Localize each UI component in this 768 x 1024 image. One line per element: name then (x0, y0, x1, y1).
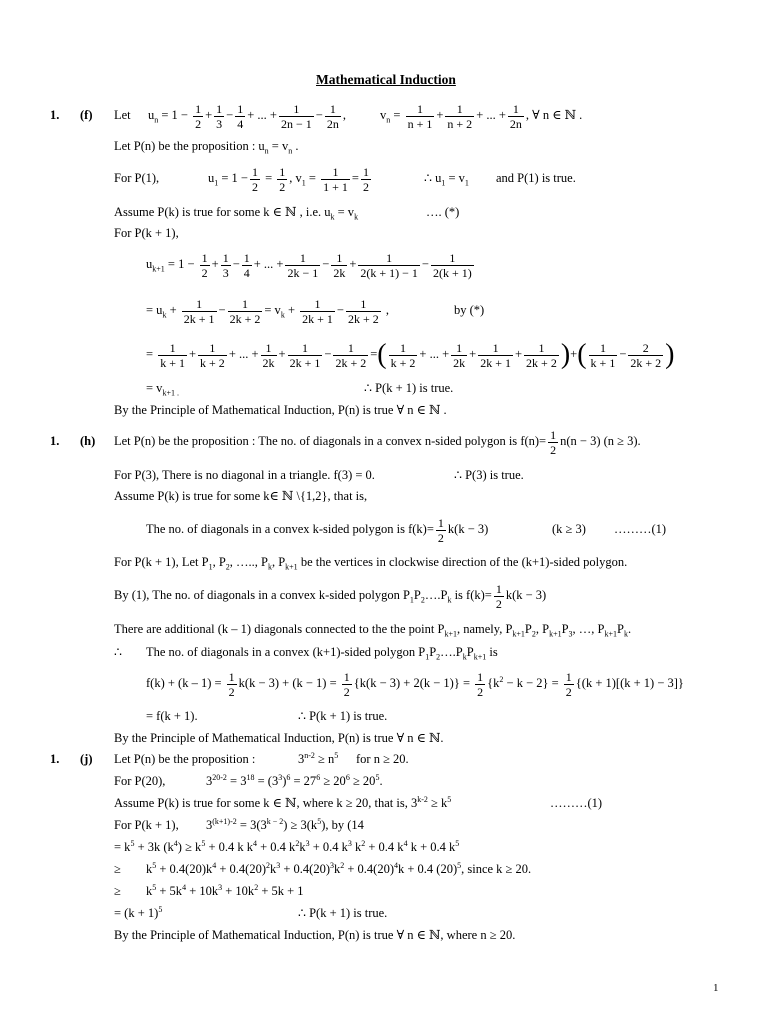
pf-line3: For P(1), $u_1 = 1$ − $\frac{1}{2}$ = $\frac{1}{2}$ , $v_1$ = $\frac{1}{1 + 1}$ = $\frac{1}{2}$ ∴ $u_1 = v_1$ and P(1) is true. (114, 164, 576, 194)
pj-line4: For P(k + 1), $3^{(k+1)-2} = 3(3^{k - 2}) \ge 3(k^5)$, by (14 (114, 816, 364, 832)
pf-line8: = $\frac{1}{k + 1}$ + $\frac{1}{k + 2}$ + ... + $\frac{1}{2k}$ + $\frac{1}{2k + 1}$ − $\frac{1}{2k + 2}$ =( $\frac{1}{k + 2}$ + ... + $\frac{1}{2k}$ + $\frac{1}{2k + 1}$ + $\frac{1}{2k + 2}$ )+( $\frac{1}{k + 1}$ − $\frac{2}{2k + 2}$ ) (146, 339, 675, 371)
pf-label: (f) (80, 108, 93, 122)
ph-line11: By the Principle of Mathematical Induction, P(n) is true ∀ n ∈ ℕ. (114, 731, 444, 745)
pf-let: Let (114, 108, 131, 122)
pj-line2: For P(20), $3^{20-2} = 3^{18} = (3^3)^6 = 27^6 \ge 20^6 \ge 20^5$. (114, 772, 383, 788)
pf-line6: $u_{k+1} = 1$ − $\frac{1}{2}$ + $\frac{1}{3}$ − $\frac{1}{4}$ + ... + $\frac{1}{2k - 1}$ − $\frac{1}{2k}$ + $\frac{1}{2(k + 1) - 1}$ − $\frac{1}{2(k + 1)}$ (146, 250, 472, 280)
page-title: Mathematical Induction (316, 72, 456, 87)
ph-line6: By (1), The no. of diagonals in a convex k-sided polygon $P_1P_2\dots.P_k$ is f(k)= $\frac{1}{2}$ k(k − 3) (114, 581, 547, 611)
ph-line7: There are additional (k – 1) diagonals connected to the the point $P_{k+1}$, namely, $P_{k+1}P_2$, $P_{k+1}P_3$, …, $P_{k+1}P_k$. (114, 622, 632, 639)
pf-line9: = $v_{k+1 .}$ ∴ P(k + 1) is true. (146, 381, 454, 398)
pj-line7: ≥ $k^5 + 5k^4 + 10k^3 + 10k^2 + 5k + 1$ (114, 882, 304, 898)
ph-line8: ∴ The no. of diagonals in a convex (k+1)-sided polygon $P_1P_2\dots.P_kP_{k+1}$ is (114, 645, 498, 662)
page-number: 1 (713, 982, 719, 994)
pf-line7: = $u_k$ + $\frac{1}{2k + 1}$ − $\frac{1}{2k + 2}$ = $v_k$ + $\frac{1}{2k + 1}$ − $\frac{1}{2k + 2}$ , by (*) (146, 296, 485, 326)
ph-line5: For P(k + 1), Let $P_1$, $P_2$, ….., $P_k$, $P_{k+1}$ be the vertices in clockwise direction of the (k+1)-sided polygon. (114, 555, 628, 572)
ph-line3: Assume P(k) is true for some k∈ ℕ \{1,2}, that is, (114, 489, 368, 503)
pj-line9: By the Principle of Mathematical Induction, P(n) is true ∀ n ∈ ℕ, where n ≥ 20. (114, 928, 516, 942)
pj-line3: Assume P(k) is true for some k ∈ ℕ, where k ≥ 20, that is, $3^{k-2} \ge k^5$ ………(1) (114, 794, 603, 810)
pj-line6: ≥ $k^5 + 0.4(20)k^4 + 0.4(20)^2k^3 + 0.4(20)^3k^2 + 0.4(20)^4k + 0.4$ $(20)^5$, since k ≥ 20. (114, 860, 532, 876)
ph-line4: The no. of diagonals in a convex k-sided polygon is f(k)= $\frac{1}{2}$ k(k − 3) (k ≥ 3) ………(1) (146, 515, 667, 545)
ph-line10: = f(k + 1). ∴ P(k + 1) is true. (146, 709, 388, 723)
pf-line2: Let P(n) be the proposition : $u_n = v_n$ . (114, 139, 299, 156)
ph-line2: For P(3), There is no diagonal in a triangle. f(3) = 0. ∴ P(3) is true. (114, 468, 524, 482)
pj-line8: = $(k + 1)^5$ ∴ P(k + 1) is true. (114, 904, 388, 920)
pj-line5: = $k^5 + 3k$ $(k^4) \ge k^5 + 0.4$ k $k^4 + 0.4$ $k^2k^3 + 0.4$ $k^3$ $k^2 + 0.4$ $k^4$ k + 0.4 $k^5$ (114, 838, 460, 854)
pf-line4: Assume P(k) is true for some k ∈ ℕ , i.e. $u_k = v_k$ …. (*) (114, 205, 460, 222)
pf-u-def: $u_n = 1$ − $\frac{1}{2}$ + $\frac{1}{3}$ − $\frac{1}{4}$ + ... + $\frac{1}{2n - 1}$ − $\frac{1}{2n}$ , (148, 101, 346, 131)
pf-line5: For P(k + 1), (114, 226, 179, 240)
pf-line10: By the Principle of Mathematical Induction, P(n) is true ∀ n ∈ ℕ . (114, 403, 447, 417)
pf-number: 1. (50, 108, 60, 122)
ph-line9: f(k) + (k – 1) = $\frac{1}{2}$ k(k − 3) + (k − 1) = $\frac{1}{2}$ {k(k − 3) + 2(k − 1)} = $\frac{1}{2}$ $\{k^2 - k - 2\}$ = $\frac{1}{2}$ {(k + 1)[(k + 1) − 3]} (146, 669, 684, 699)
pf-v-def: $v_n$ = $\frac{1}{n + 1}$ + $\frac{1}{n + 2}$ + ... + $\frac{1}{2n}$ , ∀ n ∈ ℕ . (380, 101, 583, 131)
